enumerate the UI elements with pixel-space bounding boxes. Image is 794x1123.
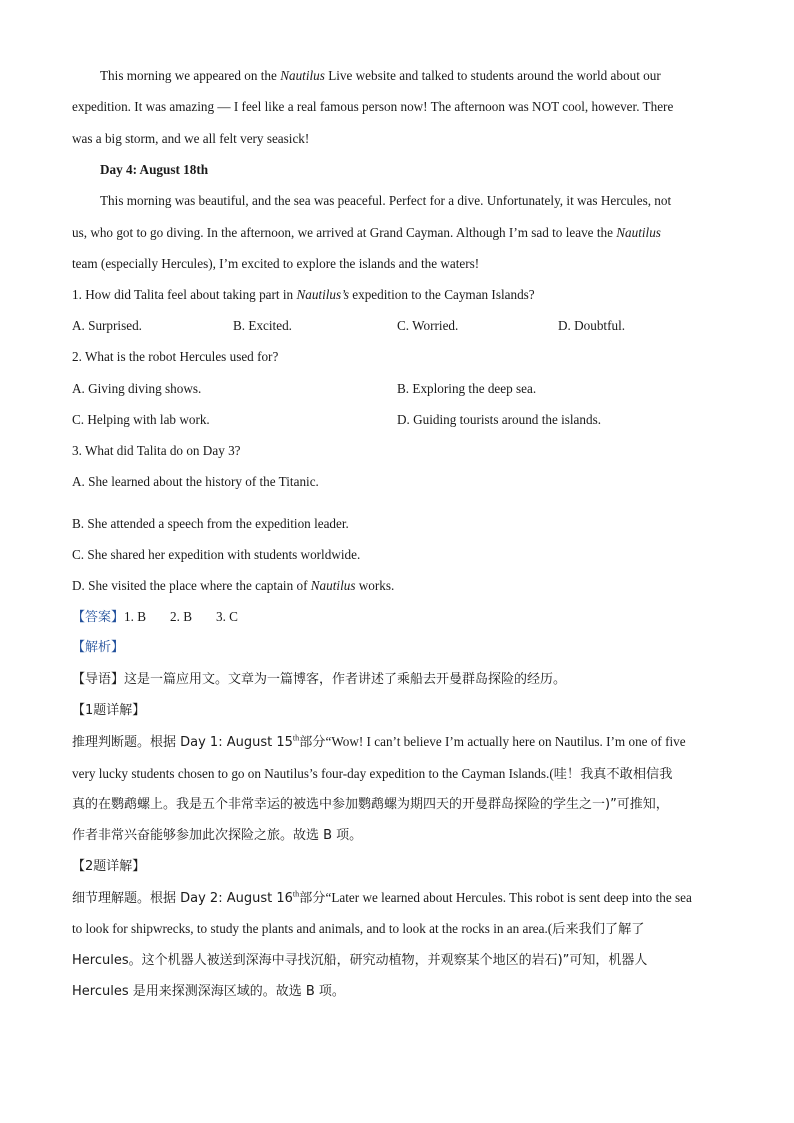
analysis-tag: 【解析】 — [72, 640, 125, 655]
q2-detail-line: Hercules。这个机器人被送到深海中寻找沉船，研究动植物，并观察某个地区的岩石)”可知，机器人 — [72, 953, 648, 968]
q1-detail-line: 真的在鹦鹉螺上。我是五个非常幸运的被选中参加鹦鹉螺为期四天的开曼群岛探险的学生之一)”可推知， — [72, 797, 669, 812]
question-1-stem: 1. How did Talita feel about taking part in Nautilus’s expedition to the Cayman Islands? — [72, 287, 535, 302]
q2-option-a: A. Giving diving shows. — [72, 381, 202, 396]
passage-line: was a big storm, and we all felt very seasick! — [72, 131, 310, 146]
q1-option-b: B. Excited. — [233, 318, 292, 333]
q2-detail-line: to look for shipwrecks, to study the plants and animals, and to look at the rocks in an area.(后来我们了解了 — [72, 921, 645, 936]
answer-tag: 【答案】 — [72, 610, 125, 625]
passage-line: us, who got to go diving. In the afternoon, we arrived at Grand Cayman. Although I’m sad to leave the Nautilus — [72, 225, 661, 240]
passage-line: team (especially Hercules), I’m excited to explore the islands and the waters! — [72, 256, 480, 271]
q2-option-d: D. Guiding tourists around the islands. — [397, 412, 602, 427]
q1-option-a: A. Surprised. — [72, 318, 142, 333]
guide-tag: 【导语】 — [72, 672, 125, 687]
q1-option-c: C. Worried. — [397, 318, 459, 333]
answer-item: 1. B — [124, 609, 146, 624]
answer-line — [72, 609, 734, 626]
answer-item: 3. C — [215, 609, 238, 624]
q2-option-b: B. Exploring the deep sea. — [397, 381, 537, 396]
question-2-stem: 2. What is the robot Hercules used for? — [72, 349, 279, 364]
passage-line: This morning we appeared on the Nautilus Live website and talked to students around the world about our — [100, 68, 661, 83]
q2-detail-line: 细节理解题。根据 Day 2: August 16th部分“Later we learned about Hercules. This robot is sent deep into the sea — [72, 889, 692, 906]
passage-line: This morning was beautiful, and the sea was peaceful. Perfect for a dive. Unfortunately, it was Hercules, not — [100, 193, 672, 208]
q3-option-c: C. She shared her expedition with students worldwide. — [72, 547, 361, 562]
q2-detail-line: Hercules 是用来探测深海区域的。故选 B 项。 — [72, 984, 345, 999]
q1-detail-tag: 【1题详解】 — [72, 703, 146, 718]
q1-detail-line: 作者非常兴奋能够参加此次探险之旅。故选 B 项。 — [72, 828, 363, 843]
q2-detail-tag: 【2题详解】 — [72, 859, 146, 874]
q1-detail-line: 推理判断题。根据 Day 1: August 15th部分“Wow! I can’t believe I’m actually here on Nautilus. I’m one of five — [72, 733, 686, 750]
day4-heading: Day 4: August 18th — [100, 162, 209, 177]
passage-line: expedition. It was amazing — I feel like a real famous person now! The afternoon was NOT cool, however. There — [72, 99, 674, 114]
q2-option-c: C. Helping with lab work. — [72, 412, 210, 427]
guide-line: 【导语】这是一篇应用文。文章为一篇博客，作者讲述了乘船去开曼群岛探险的经历。 — [72, 672, 567, 687]
q1-detail-line: very lucky students chosen to go on Nautilus’s four-day expedition to the Cayman Islands.(哇！我真不敢相信我 — [72, 766, 673, 781]
q3-option-d: D. She visited the place where the captain of Nautilus works. — [72, 578, 395, 593]
q3-option-a: A. She learned about the history of the Titanic. — [72, 474, 319, 489]
q3-option-b: B. She attended a speech from the expedition leader. — [72, 516, 349, 531]
q1-option-d: D. Doubtful. — [558, 318, 626, 333]
question-3-stem: 3. What did Talita do on Day 3? — [72, 443, 241, 458]
answer-item: 2. B — [170, 609, 192, 624]
